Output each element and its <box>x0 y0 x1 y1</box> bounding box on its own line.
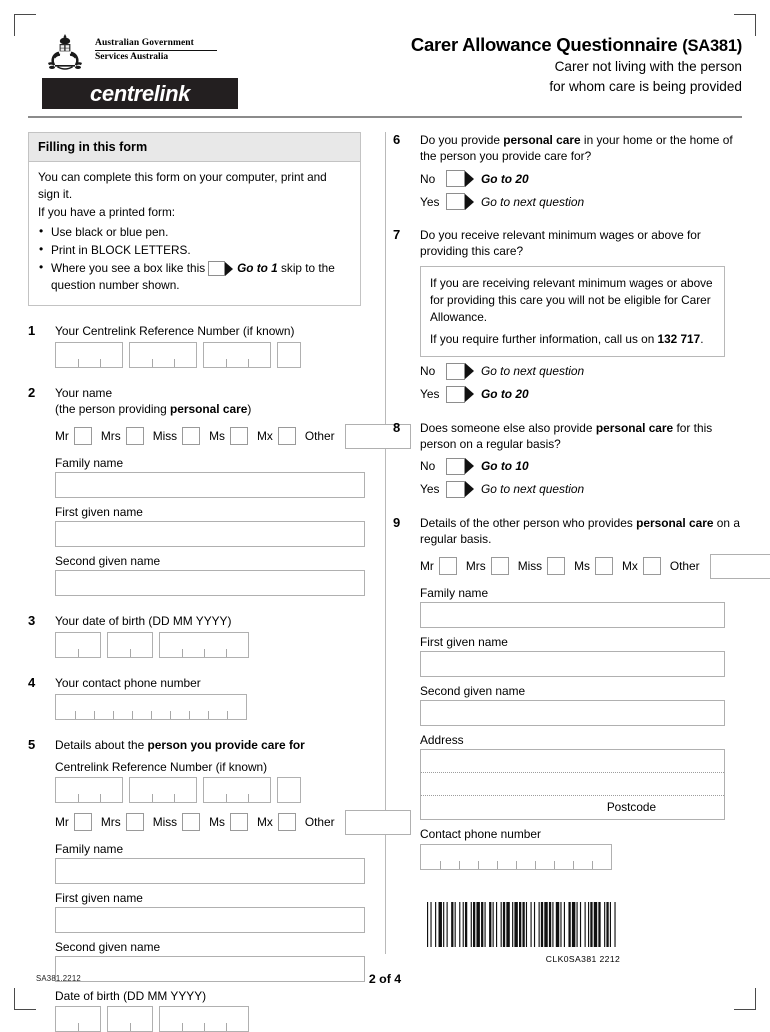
q6-no-checkbox[interactable] <box>446 170 474 187</box>
title-label-ms: Ms <box>209 815 225 830</box>
q7-yes-goto-label: Go to 20 <box>481 387 529 402</box>
title-checkbox-row <box>55 424 411 449</box>
question-4 <box>28 675 363 720</box>
question-1 <box>28 323 363 368</box>
care-dob-day-input[interactable] <box>55 1006 101 1032</box>
second-given-name-input[interactable] <box>55 570 365 596</box>
question-text: Your date of birth (DD MM YYYY) <box>55 613 232 628</box>
question-text-post: on a regular basis. <box>420 515 740 546</box>
page-title-text: Carer Allowance Questionnaire <box>410 34 678 55</box>
panel-body <box>29 162 360 305</box>
q8-yes-row[interactable] <box>420 481 742 498</box>
q6-yes-row[interactable] <box>420 193 742 210</box>
q7-yes-row[interactable] <box>420 386 742 403</box>
address-line-2[interactable] <box>421 773 724 796</box>
address-postcode-line[interactable] <box>421 796 724 819</box>
question-number: 3 <box>28 612 36 628</box>
question-text-post: for this person on a regular basis? <box>420 420 713 451</box>
question-number: 9 <box>393 514 401 530</box>
centrelink-logo <box>42 78 238 109</box>
q7-note-phone: 132 717 <box>657 331 701 346</box>
bullet3-pre: Where you see a box like this <box>51 261 206 276</box>
crn-group-1[interactable] <box>55 342 123 368</box>
title-label-mr: Mr <box>55 815 69 830</box>
answer-label-no: No <box>420 364 436 379</box>
barcode-icon <box>427 902 739 947</box>
care-dob-month-input[interactable] <box>107 1006 153 1032</box>
other-carer-title-other-input[interactable] <box>710 554 770 579</box>
subtext-pre: (the person providing <box>55 401 171 416</box>
dob-day-input[interactable] <box>55 632 101 658</box>
page-title <box>322 34 742 56</box>
other-carer-title-checkbox-miss[interactable] <box>547 557 565 575</box>
care-first-given-name-input[interactable] <box>55 907 365 933</box>
gov-line-1: Australian Government <box>95 38 194 48</box>
family-name-label: Family name <box>55 455 124 470</box>
q8-yes-checkbox[interactable] <box>446 481 474 498</box>
q6-yes-goto-label: Go to next question <box>481 194 585 209</box>
care-dob-label: Date of birth (DD MM YYYY) <box>55 988 207 1003</box>
question-text <box>420 515 770 547</box>
goto-arrow-icon <box>208 261 233 276</box>
title-label-ms: Ms <box>574 559 590 574</box>
centrelink-wordmark: centrelink <box>90 80 190 106</box>
care-family-name-input[interactable] <box>55 858 365 884</box>
other-carer-title-checkbox-ms[interactable] <box>595 557 613 575</box>
question-6 <box>393 132 742 210</box>
panel-header <box>29 133 360 162</box>
other-carer-phone-input[interactable] <box>420 844 612 870</box>
filling-in-this-form-panel <box>28 132 361 306</box>
answer-label-yes: Yes <box>420 387 440 402</box>
answer-label-no: No <box>420 171 436 186</box>
question-text <box>55 737 411 753</box>
question-number: 5 <box>28 736 36 752</box>
care-crn-group-4[interactable] <box>277 777 301 803</box>
question-text-pre: Does someone else also provide <box>420 420 596 435</box>
q7-note-line-1: If you are receiving relevant minimum wages or above for providing this care you will not be eligible for Carer Allowance. <box>430 276 713 325</box>
title-label-mr: Mr <box>55 429 69 444</box>
title-label-mrs: Mrs <box>100 429 121 444</box>
q7-no-checkbox[interactable] <box>446 363 474 380</box>
q7-note-line-2 <box>430 331 715 348</box>
bullet3-goto: Go to 1 <box>237 261 278 276</box>
list-item: • Print in BLOCK LETTERS. <box>38 242 351 259</box>
question-text: Your Centrelink Reference Number (if known) <box>55 323 295 338</box>
care-crn-input-group[interactable] <box>55 777 411 803</box>
care-dob-year-input[interactable] <box>159 1006 249 1032</box>
other-carer-title-row <box>420 554 770 579</box>
list-item <box>38 260 351 294</box>
question-number: 6 <box>393 132 401 147</box>
header-divider <box>28 116 742 118</box>
contact-phone-input[interactable] <box>55 694 247 720</box>
family-name-input[interactable] <box>55 472 365 498</box>
page-footer <box>28 972 742 992</box>
page-subtitle-line-2: for whom care is being provided <box>549 78 742 94</box>
question-8 <box>393 420 742 498</box>
bullet3-post: skip to the question number shown. <box>51 261 335 293</box>
q7-note-post: . <box>700 331 704 346</box>
other-carer-address-label: Address <box>420 732 464 747</box>
question-subtext <box>55 401 411 417</box>
care-title-checkbox-mx[interactable] <box>278 813 296 831</box>
question-text-post: in your home or the home of the person you provide care for? <box>420 133 733 164</box>
care-first-given-name-label: First given name <box>55 890 143 905</box>
title-label-other: Other <box>669 559 700 574</box>
question-text: Your contact phone number <box>55 675 201 690</box>
q7-info-box <box>420 266 725 356</box>
panel-title: Filling in this form <box>38 140 148 154</box>
title-label-miss: Miss <box>517 559 543 574</box>
q7-no-goto-label: Go to next question <box>481 364 585 379</box>
other-carer-title-checkbox-mrs[interactable] <box>491 557 509 575</box>
phone-input-group[interactable] <box>55 694 363 720</box>
care-title-checkbox-row <box>55 810 411 835</box>
dob-month-input[interactable] <box>107 632 153 658</box>
question-text-bold: personal care <box>503 133 581 147</box>
question-text-bold: person you provide care for <box>147 737 305 752</box>
q8-no-goto-label: Go to 10 <box>481 459 529 474</box>
crn-group-2[interactable] <box>129 342 197 368</box>
care-title-checkbox-miss[interactable] <box>182 813 200 831</box>
care-crn-label: Centrelink Reference Number (if known) <box>55 759 268 774</box>
care-title-checkbox-ms[interactable] <box>230 813 248 831</box>
second-given-name-label: Second given name <box>55 553 161 568</box>
title-label-mrs: Mrs <box>100 815 121 830</box>
title-label-mx: Mx <box>256 815 273 830</box>
question-2 <box>28 385 363 596</box>
care-crn-group-1[interactable] <box>55 777 123 803</box>
other-carer-phone-group[interactable] <box>420 844 770 870</box>
address-line-1[interactable] <box>421 750 724 773</box>
panel-line-2: If you have a printed form: <box>38 205 176 220</box>
q7-yes-checkbox[interactable] <box>446 386 474 403</box>
question-text: Do you receive relevant minimum wages or above for providing this care? <box>420 228 701 259</box>
question-9 <box>393 515 742 870</box>
dob-input-group[interactable] <box>55 632 363 658</box>
question-text: Your name <box>55 385 113 400</box>
question-number: 2 <box>28 384 36 400</box>
q7-note-pre: If you require further information, call us on <box>430 331 658 346</box>
other-carer-second-given-name-label: Second given name <box>420 683 526 698</box>
other-carer-address-input[interactable] <box>420 749 725 820</box>
page-header <box>28 28 742 106</box>
title-label-miss: Miss <box>152 429 178 444</box>
question-text <box>420 132 742 164</box>
question-text-pre: Do you provide <box>420 133 504 147</box>
question-text-pre: Details about the <box>55 737 148 752</box>
form-title-block <box>322 34 742 95</box>
q8-no-row[interactable] <box>420 458 742 475</box>
panel-bullet-list <box>38 224 351 295</box>
title-checkbox-mr[interactable] <box>74 427 92 445</box>
other-carer-title-checkbox-mx[interactable] <box>643 557 661 575</box>
title-checkbox-ms[interactable] <box>230 427 248 445</box>
other-carer-first-given-name-input[interactable] <box>420 651 725 677</box>
title-checkbox-miss[interactable] <box>182 427 200 445</box>
care-crn-group-3[interactable] <box>203 777 271 803</box>
q6-no-row[interactable] <box>420 170 742 187</box>
crn-group-4[interactable] <box>277 342 301 368</box>
footer-page-number: 2 of 4 <box>368 972 402 986</box>
barcode-block <box>427 902 739 964</box>
title-label-other: Other <box>304 429 335 444</box>
panel-line-1: You can complete this form on your computer, print and sign it. <box>38 170 327 202</box>
title-label-ms: Ms <box>209 429 225 444</box>
subtext-post: ) <box>247 401 252 416</box>
subtext-bold: personal care <box>170 401 248 416</box>
other-carer-phone-label: Contact phone number <box>420 826 541 841</box>
other-carer-family-name-label: Family name <box>420 585 489 600</box>
other-carer-first-given-name-label: First given name <box>420 634 508 649</box>
form-page <box>28 28 742 1003</box>
title-label-mr: Mr <box>420 559 434 574</box>
title-label-miss: Miss <box>152 815 178 830</box>
first-given-name-label: First given name <box>55 504 143 519</box>
question-text <box>420 420 742 452</box>
title-label-mrs: Mrs <box>465 559 486 574</box>
care-second-given-name-label: Second given name <box>55 939 161 954</box>
crn-group-3[interactable] <box>203 342 271 368</box>
care-title-checkbox-mrs[interactable] <box>126 813 144 831</box>
question-number: 4 <box>28 674 36 690</box>
question-number: 1 <box>28 322 36 338</box>
answer-label-yes: Yes <box>420 194 440 209</box>
page-subtitle-line-1: Carer not living with the person <box>554 59 742 75</box>
answer-label-no: No <box>420 459 436 474</box>
care-crn-group-2[interactable] <box>129 777 197 803</box>
care-family-name-label: Family name <box>55 841 124 856</box>
q8-no-checkbox[interactable] <box>446 458 474 475</box>
branding <box>42 32 252 109</box>
q6-no-goto-label: Go to 20 <box>481 171 529 186</box>
title-label-other: Other <box>304 815 335 830</box>
right-column <box>393 132 742 974</box>
title-checkbox-mx[interactable] <box>278 427 296 445</box>
gov-rule <box>95 50 217 51</box>
question-number: 8 <box>393 419 401 435</box>
footer-form-code: SA381.2212 <box>36 974 81 983</box>
question-text-bold: personal care <box>595 420 674 435</box>
barcode-caption: CLK0SA381 2212 <box>545 954 621 964</box>
q7-no-row[interactable] <box>420 363 742 380</box>
crn-input-group[interactable] <box>55 342 363 368</box>
title-checkbox-mrs[interactable] <box>126 427 144 445</box>
australian-coat-of-arms-icon <box>42 32 88 72</box>
care-dob-input-group[interactable] <box>55 1006 411 1032</box>
form-code: (SA381) <box>682 37 742 55</box>
question-text-pre: Details of the other person who provides <box>420 515 637 530</box>
other-carer-second-given-name-input[interactable] <box>420 700 725 726</box>
title-label-mx: Mx <box>621 559 638 574</box>
list-item: • Use black or blue pen. <box>38 224 351 241</box>
care-title-checkbox-mr[interactable] <box>74 813 92 831</box>
question-7 <box>393 227 742 403</box>
question-number: 7 <box>393 227 401 243</box>
other-carer-family-name-input[interactable] <box>420 602 725 628</box>
dob-year-input[interactable] <box>159 632 249 658</box>
q8-yes-goto-label: Go to next question <box>481 482 585 497</box>
question-3 <box>28 613 363 658</box>
postcode-label: Postcode <box>606 800 656 815</box>
first-given-name-input[interactable] <box>55 521 365 547</box>
gov-line-2: Services Australia <box>95 52 169 62</box>
question-text-bold: personal care <box>636 515 714 530</box>
other-carer-title-checkbox-mr[interactable] <box>439 557 457 575</box>
q6-yes-checkbox[interactable] <box>446 193 474 210</box>
answer-label-yes: Yes <box>420 482 440 497</box>
title-label-mx: Mx <box>256 429 273 444</box>
